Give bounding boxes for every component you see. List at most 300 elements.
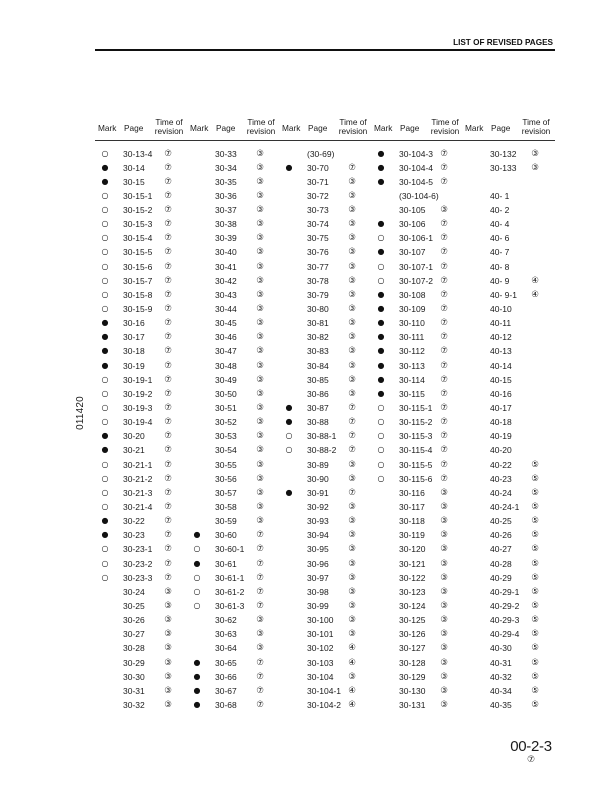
table-row xyxy=(279,698,371,712)
page-number-cell: 30-86 xyxy=(307,388,329,399)
table-row xyxy=(462,401,554,415)
table-row xyxy=(279,189,371,203)
table-row xyxy=(279,585,371,599)
page-number-cell: 30-15-7 xyxy=(123,275,153,286)
page-number-cell: 30-84 xyxy=(307,360,329,371)
page-number-cell: 30-90 xyxy=(307,473,329,484)
table-row xyxy=(371,245,463,259)
page-number-cell: 40-11 xyxy=(490,318,512,329)
table-row xyxy=(187,557,279,571)
revision-time: ⑦ xyxy=(164,388,172,399)
table-row xyxy=(371,613,463,627)
table-row xyxy=(371,175,463,189)
page-number-cell: 40-30 xyxy=(490,643,512,654)
table-row xyxy=(95,260,187,274)
table-row xyxy=(371,359,463,373)
page-number-cell: 30-33 xyxy=(215,148,237,159)
table-row xyxy=(187,161,279,175)
table-row xyxy=(95,316,187,330)
revision-mark: ○ xyxy=(101,148,109,158)
revision-time: ③ xyxy=(348,629,356,640)
table-row xyxy=(187,443,279,457)
table-row xyxy=(187,500,279,514)
revision-time: ③ xyxy=(256,261,264,272)
table-row xyxy=(371,670,463,684)
page-number-cell: 30-41 xyxy=(215,261,237,272)
revision-mark: ○ xyxy=(377,233,385,243)
revision-time: ⑦ xyxy=(256,544,264,555)
table-row xyxy=(187,613,279,627)
header-time-line-2: revision xyxy=(246,126,276,136)
table-row xyxy=(462,542,554,556)
revision-mark: ○ xyxy=(101,572,109,582)
header-time-of-revision xyxy=(153,118,185,136)
revision-time: ⑤ xyxy=(531,473,539,484)
revision-time: ③ xyxy=(440,572,448,583)
revision-time: ③ xyxy=(440,685,448,696)
revision-mark: ● xyxy=(101,332,109,342)
revision-time: ⑦ xyxy=(348,162,356,173)
revision-time: ③ xyxy=(256,247,264,258)
table-row xyxy=(279,443,371,457)
table-row xyxy=(95,500,187,514)
table-row xyxy=(371,274,463,288)
revision-mark: ● xyxy=(377,289,385,299)
revision-time: ⑦ xyxy=(164,162,172,173)
table-row xyxy=(462,161,554,175)
revision-mark: ○ xyxy=(101,289,109,299)
page-number-cell: 30-21-1 xyxy=(123,459,153,470)
revision-mark: ○ xyxy=(101,374,109,384)
revision-time: ⑦ xyxy=(440,431,448,442)
page-number-cell: 30-117 xyxy=(399,502,425,513)
table-row xyxy=(371,684,463,698)
page-number-cell: 30-15-4 xyxy=(123,233,153,244)
table-row xyxy=(187,670,279,684)
revision-time: ④ xyxy=(531,289,539,300)
page-number-cell: 30-27 xyxy=(123,629,145,640)
revision-time: ⑦ xyxy=(164,219,172,230)
table-row xyxy=(279,387,371,401)
revision-mark: ● xyxy=(377,346,385,356)
table-row xyxy=(187,571,279,585)
revision-time: ⑦ xyxy=(164,275,172,286)
revision-time: ③ xyxy=(348,502,356,513)
table-row xyxy=(462,189,554,203)
revision-time: ⑦ xyxy=(440,233,448,244)
revision-time: ③ xyxy=(256,233,264,244)
table-row xyxy=(462,514,554,528)
revision-mark: ● xyxy=(377,219,385,229)
revision-time: ③ xyxy=(348,318,356,329)
table-row xyxy=(95,161,187,175)
table-row xyxy=(371,387,463,401)
revision-time: ⑦ xyxy=(440,403,448,414)
revision-time: ③ xyxy=(256,304,264,315)
revision-time: ⑦ xyxy=(440,318,448,329)
page-number-cell: 30-83 xyxy=(307,346,329,357)
revision-time: ⑦ xyxy=(440,459,448,470)
table-row xyxy=(371,443,463,457)
column-group-rows xyxy=(187,147,279,713)
page-number-cell: 30-82 xyxy=(307,332,329,343)
page-number-cell: 40-29-4 xyxy=(490,629,520,640)
page-number-cell: 30-71 xyxy=(307,176,329,187)
page-number-cell: 30-62 xyxy=(215,615,237,626)
table-row xyxy=(371,302,463,316)
table-row xyxy=(279,373,371,387)
table-row xyxy=(371,373,463,387)
page-number-cell: 30-19-3 xyxy=(123,403,153,414)
page-number-cell: 30-64 xyxy=(215,643,237,654)
page-number-cell: 30-50 xyxy=(215,388,237,399)
revision-time: ⑦ xyxy=(348,403,356,414)
revision-time: ④ xyxy=(348,643,356,654)
revision-time: ③ xyxy=(348,190,356,201)
revision-mark: ● xyxy=(101,346,109,356)
table-row xyxy=(187,627,279,641)
revision-mark: ● xyxy=(377,332,385,342)
table-row xyxy=(371,189,463,203)
page-number-cell: 40-29-1 xyxy=(490,586,520,597)
page-number-cell: 30-73 xyxy=(307,205,329,216)
table-row xyxy=(187,245,279,259)
revision-time: ③ xyxy=(256,148,264,159)
table-row xyxy=(279,316,371,330)
table-row xyxy=(95,670,187,684)
page-number-cell: 30-30 xyxy=(123,671,145,682)
revision-time: ③ xyxy=(440,487,448,498)
table-row xyxy=(95,175,187,189)
revision-time: ⑦ xyxy=(256,699,264,710)
table-row xyxy=(279,542,371,556)
page-number-cell: 30-40 xyxy=(215,247,237,258)
page-number-cell: 30-115-6 xyxy=(399,473,433,484)
header-mark: Mark xyxy=(282,123,301,133)
revision-time: ⑤ xyxy=(531,643,539,654)
revision-time: ⑦ xyxy=(164,403,172,414)
table-row xyxy=(187,302,279,316)
page-number-cell: 30-37 xyxy=(215,205,237,216)
table-row xyxy=(95,443,187,457)
revision-time: ③ xyxy=(348,601,356,611)
table-row xyxy=(187,147,279,161)
table-row xyxy=(462,147,554,161)
revision-mark: ● xyxy=(377,162,385,172)
table-row xyxy=(462,627,554,641)
page-number-cell: 30-15-5 xyxy=(123,247,153,258)
revision-time: ③ xyxy=(256,162,264,173)
revision-mark: ○ xyxy=(101,473,109,483)
table-row xyxy=(462,656,554,670)
table-row xyxy=(279,147,371,161)
table-row xyxy=(187,528,279,542)
revision-mark: ● xyxy=(101,516,109,526)
page-number-cell: 40-29-2 xyxy=(490,601,520,611)
page-number-cell: 30-106-1 xyxy=(399,233,434,244)
revision-time: ③ xyxy=(164,699,172,710)
table-row xyxy=(371,203,463,217)
revision-time: ③ xyxy=(440,643,448,654)
revision-time: ⑦ xyxy=(164,502,172,513)
table-row xyxy=(187,189,279,203)
page-number-cell: 30-126 xyxy=(399,629,426,640)
table-row xyxy=(187,486,279,500)
table-row xyxy=(95,373,187,387)
revision-mark: ○ xyxy=(193,586,201,596)
table-row xyxy=(279,486,371,500)
table-row xyxy=(95,330,187,344)
revision-mark: ● xyxy=(285,487,293,497)
table-row xyxy=(279,514,371,528)
revision-time: ④ xyxy=(348,685,356,696)
revision-time: ③ xyxy=(348,558,356,569)
page-number-cell: 40-15 xyxy=(490,374,512,385)
table-row xyxy=(462,316,554,330)
page-number-cell: 30-89 xyxy=(307,459,329,470)
revision-time: ③ xyxy=(256,360,264,371)
header-time-line-2: revision xyxy=(521,126,551,136)
revision-time: ③ xyxy=(256,473,264,484)
page-number-cell: 30-107-1 xyxy=(399,261,434,272)
page-number-cell: 30-28 xyxy=(123,643,145,654)
table-row xyxy=(462,203,554,217)
revision-time: ⑤ xyxy=(531,487,539,498)
revision-mark: ● xyxy=(377,318,385,328)
revision-mark: ○ xyxy=(101,558,109,568)
page-number-cell: 30-129 xyxy=(399,671,426,682)
column-group-4 xyxy=(371,0,463,791)
table-row xyxy=(187,415,279,429)
revision-time: ③ xyxy=(164,615,172,626)
revision-mark: ● xyxy=(101,431,109,441)
revision-time: ③ xyxy=(348,176,356,187)
page-number-cell: 30-131 xyxy=(399,699,426,710)
revision-time: ⑦ xyxy=(164,516,172,527)
revision-mark: ● xyxy=(377,148,385,158)
revision-time: ⑦ xyxy=(164,148,172,159)
table-row xyxy=(279,401,371,415)
page-number-cell: 30-15-1 xyxy=(123,190,153,201)
revision-time: ③ xyxy=(440,530,448,541)
revision-time: ③ xyxy=(256,176,264,187)
revision-mark: ● xyxy=(377,176,385,186)
table-row xyxy=(462,486,554,500)
revision-mark: ● xyxy=(377,360,385,370)
table-row xyxy=(95,302,187,316)
page-number-cell: 30-20 xyxy=(123,431,145,442)
table-row xyxy=(462,344,554,358)
page-number-cell: 30-53 xyxy=(215,431,237,442)
revision-mark: ● xyxy=(285,417,293,427)
page-number-cell: 30-39 xyxy=(215,233,237,244)
revision-time: ⑦ xyxy=(256,685,264,696)
revision-time: ⑤ xyxy=(531,699,539,710)
table-row xyxy=(462,175,554,189)
table-row xyxy=(95,288,187,302)
page-number-cell: 30-59 xyxy=(215,516,237,527)
revision-time: ③ xyxy=(164,671,172,682)
revision-time: ⑦ xyxy=(440,247,448,258)
table-row xyxy=(95,147,187,161)
header-page: Page xyxy=(216,123,236,133)
revision-mark: ○ xyxy=(101,487,109,497)
column-group-5 xyxy=(462,0,554,791)
table-row xyxy=(95,486,187,500)
revision-time: ⑤ xyxy=(531,572,539,583)
table-row xyxy=(462,500,554,514)
revision-time: ③ xyxy=(531,162,539,173)
revision-mark: ○ xyxy=(101,233,109,243)
page-number-cell: 40-13 xyxy=(490,346,512,357)
revision-time: ⑦ xyxy=(164,176,172,187)
page-number-cell: 30-79 xyxy=(307,289,329,300)
page-number: 00-2-3 xyxy=(510,738,552,755)
page-number-cell: 30-32 xyxy=(123,699,145,710)
revision-mark: ○ xyxy=(101,247,109,257)
header-time-line-2: revision xyxy=(430,126,460,136)
page-number-cell: 30-31 xyxy=(123,685,145,696)
revision-time: ⑦ xyxy=(164,431,172,442)
page-number-cell: 40-29 xyxy=(490,572,512,583)
page-number-cell: 30-21 xyxy=(123,445,145,456)
table-row xyxy=(95,344,187,358)
revision-time: ⑦ xyxy=(164,487,172,498)
table-row xyxy=(95,387,187,401)
table-row xyxy=(462,684,554,698)
page-number-cell: 30-88-1 xyxy=(307,431,337,442)
table-row xyxy=(371,698,463,712)
table-row xyxy=(95,274,187,288)
revision-time: ③ xyxy=(256,516,264,527)
table-row xyxy=(187,175,279,189)
table-row xyxy=(371,161,463,175)
page-number-cell: 40-29-3 xyxy=(490,615,520,626)
page-number-cell: 30-36 xyxy=(215,190,237,201)
table-row xyxy=(371,656,463,670)
table-row xyxy=(187,316,279,330)
table-row xyxy=(187,217,279,231)
revision-time: ⑦ xyxy=(348,487,356,498)
revision-mark: ● xyxy=(285,403,293,413)
page-title: LIST OF REVISED PAGES xyxy=(453,38,553,47)
table-row xyxy=(95,585,187,599)
table-row xyxy=(462,698,554,712)
page-number-cell: 30-96 xyxy=(307,558,329,569)
table-row xyxy=(279,571,371,585)
table-row xyxy=(371,147,463,161)
revision-time: ⑤ xyxy=(531,685,539,696)
revision-time: ⑦ xyxy=(440,445,448,456)
revision-time: ⑦ xyxy=(256,530,264,541)
revision-mark: ● xyxy=(377,388,385,398)
page-number-cell: 30-29 xyxy=(123,657,145,668)
page-number-cell: 30-108 xyxy=(399,289,426,300)
header-time-of-revision xyxy=(337,118,369,136)
table-row xyxy=(187,401,279,415)
revision-time: ③ xyxy=(256,502,264,513)
header-mark: Mark xyxy=(190,123,209,133)
page-number-cell: 30-49 xyxy=(215,374,237,385)
table-row xyxy=(95,231,187,245)
page-number-cell: 30-120 xyxy=(399,544,426,555)
revision-time: ⑦ xyxy=(440,388,448,399)
revision-time: ③ xyxy=(256,318,264,329)
page-number-cell: 30-104-2 xyxy=(307,699,342,710)
page-number-cell: 30-48 xyxy=(215,360,237,371)
table-row xyxy=(95,627,187,641)
table-row xyxy=(187,260,279,274)
page-number-cell: 30-52 xyxy=(215,417,237,428)
table-row xyxy=(95,557,187,571)
revision-time: ⑦ xyxy=(164,190,172,201)
revision-time: ⑦ xyxy=(164,261,172,272)
table-row xyxy=(462,359,554,373)
revision-mark: ● xyxy=(101,318,109,328)
table-row xyxy=(187,288,279,302)
page-number-cell: 30-127 xyxy=(399,643,426,654)
page-number-cell: 30-61-1 xyxy=(215,572,245,583)
table-row xyxy=(371,641,463,655)
page-number-cell: 30-119 xyxy=(399,530,425,541)
revision-time: ③ xyxy=(348,346,356,357)
page-number-cell: 40-24 xyxy=(490,487,512,498)
revision-time: ⑦ xyxy=(440,417,448,428)
page-number-cell: 30-115-4 xyxy=(399,445,433,456)
page-number-cell: 30-15-8 xyxy=(123,289,153,300)
table-row xyxy=(279,641,371,655)
page-number-cell: 40-32 xyxy=(490,671,512,682)
column-group-rows xyxy=(279,147,371,713)
revision-time: ③ xyxy=(440,502,448,513)
table-row xyxy=(279,684,371,698)
page-number-cell: 30-81 xyxy=(307,318,329,329)
revision-time: ⑤ xyxy=(531,629,539,640)
revision-mark: ● xyxy=(193,558,201,568)
revision-time: ③ xyxy=(440,629,448,640)
revision-time: ⑦ xyxy=(164,318,172,329)
table-row xyxy=(95,599,187,613)
page-number-cell: 30-25 xyxy=(123,601,145,611)
page-number-cell: 30-115 xyxy=(399,388,425,399)
column-group-1 xyxy=(95,0,187,791)
page-number-cell: 30-133 xyxy=(490,162,517,173)
revision-time: ③ xyxy=(348,473,356,484)
revision-time: ③ xyxy=(164,586,172,597)
table-row xyxy=(462,528,554,542)
table-row xyxy=(187,458,279,472)
page-number-cell: 40-16 xyxy=(490,388,512,399)
page-number-cell: 30-74 xyxy=(307,219,329,230)
revision-time: ④ xyxy=(348,657,356,668)
table-row xyxy=(371,599,463,613)
page-number-cell: 30-17 xyxy=(123,332,145,343)
revision-mark: ○ xyxy=(377,473,385,483)
revision-mark: ○ xyxy=(193,601,201,610)
revision-time: ③ xyxy=(164,657,172,668)
table-row xyxy=(371,486,463,500)
table-row xyxy=(95,203,187,217)
table-row xyxy=(371,260,463,274)
revision-time: ⑦ xyxy=(440,148,448,159)
page-number-cell: 30-47 xyxy=(215,346,237,357)
page-number-cell: 30-24 xyxy=(123,586,145,597)
page-number-cell: 40- 9-1 xyxy=(490,289,517,300)
table-row xyxy=(279,557,371,571)
table-row xyxy=(187,585,279,599)
table-row xyxy=(462,599,554,613)
page-number-cell: 30-124 xyxy=(399,601,426,611)
